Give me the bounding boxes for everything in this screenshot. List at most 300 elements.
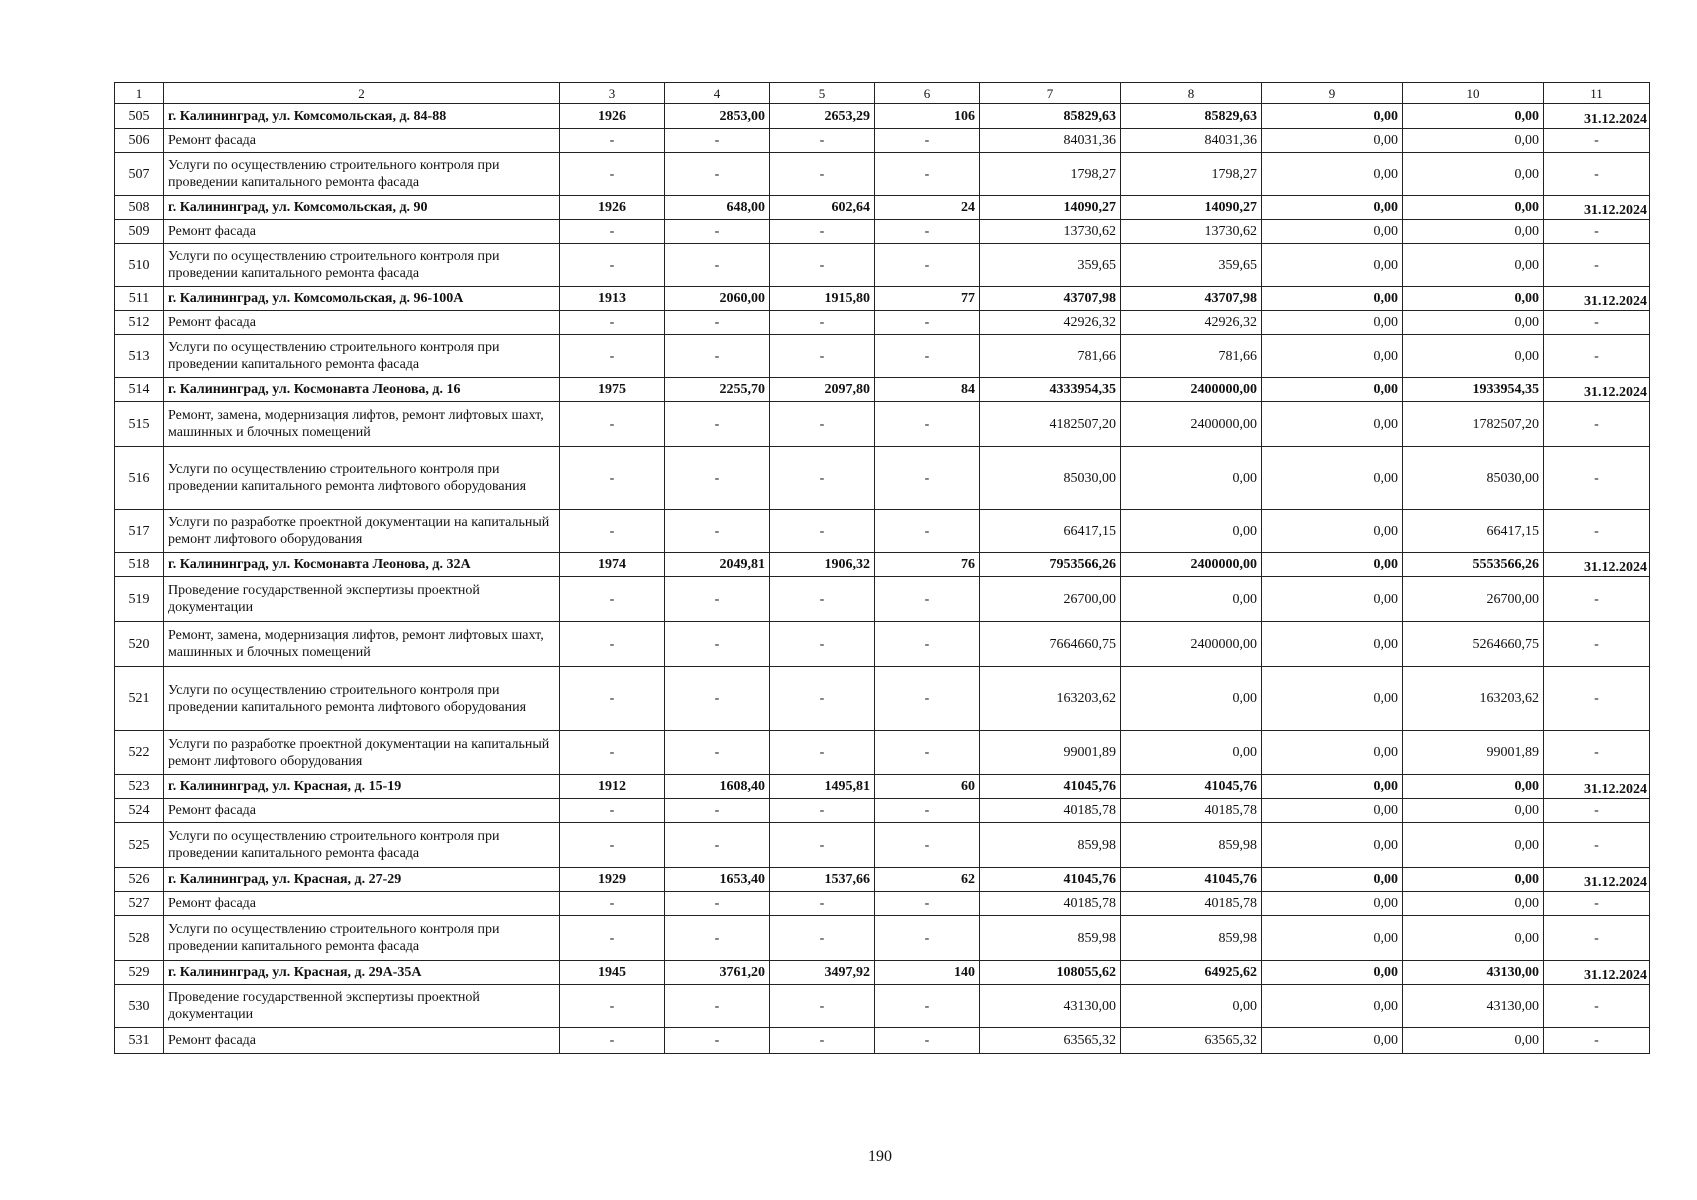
cell-deadline: -	[1544, 153, 1650, 196]
cell-budget-cost: 0,00	[1262, 731, 1403, 775]
cell-residents: -	[875, 129, 980, 153]
cell-description: г. Калининград, ул. Комсомольская, д. 84-88	[164, 104, 560, 129]
cell-total-area: -	[665, 1028, 770, 1054]
cell-deadline: -	[1544, 731, 1650, 775]
cell-budget-cost: 0,00	[1262, 1028, 1403, 1054]
cell-row-number: 515	[115, 402, 164, 447]
cell-year-built: -	[560, 447, 665, 510]
cell-row-number: 528	[115, 916, 164, 961]
cell-year-built: 1926	[560, 196, 665, 220]
cell-fund-cost: 859,98	[1121, 916, 1262, 961]
cell-fund-cost: 43707,98	[1121, 287, 1262, 311]
cell-description: Проведение государственной экспертизы проектной документации	[164, 577, 560, 622]
cell-year-built: -	[560, 916, 665, 961]
cell-total-cost: 84031,36	[980, 129, 1121, 153]
cell-residents: -	[875, 1028, 980, 1054]
cell-deadline: -	[1544, 577, 1650, 622]
cell-year-built: -	[560, 311, 665, 335]
cell-living-area: -	[770, 1028, 875, 1054]
cell-description: Услуги по осуществлению строительного контроля при проведении капитального ремонта фасада	[164, 916, 560, 961]
cell-living-area: -	[770, 622, 875, 667]
cell-fund-cost: 781,66	[1121, 335, 1262, 378]
cell-deadline: -	[1544, 667, 1650, 731]
work-row	[115, 916, 1650, 961]
work-row	[115, 129, 1650, 153]
cell-row-number: 511	[115, 287, 164, 311]
cell-description: Услуги по осуществлению строительного контроля при проведении капитального ремонта лифтового оборудования	[164, 447, 560, 510]
cell-budget-cost: 0,00	[1262, 378, 1403, 402]
cell-fund-cost: 85829,63	[1121, 104, 1262, 129]
cell-owners-cost: 0,00	[1403, 220, 1544, 244]
cell-row-number: 522	[115, 731, 164, 775]
cell-year-built: 1975	[560, 378, 665, 402]
cell-year-built: -	[560, 153, 665, 196]
cell-owners-cost: 0,00	[1403, 104, 1544, 129]
cell-year-built: 1974	[560, 553, 665, 577]
work-row	[115, 447, 1650, 510]
cell-total-cost: 4333954,35	[980, 378, 1121, 402]
cell-residents: 60	[875, 775, 980, 799]
cell-year-built: -	[560, 731, 665, 775]
cell-total-cost: 14090,27	[980, 196, 1121, 220]
cell-owners-cost: 0,00	[1403, 1028, 1544, 1054]
column-header-10: 10	[1403, 83, 1544, 104]
cell-total-area: -	[665, 510, 770, 553]
cell-row-number: 525	[115, 823, 164, 868]
cell-fund-cost: 0,00	[1121, 577, 1262, 622]
cell-total-cost: 13730,62	[980, 220, 1121, 244]
cell-total-cost: 85030,00	[980, 447, 1121, 510]
cell-deadline: -	[1544, 799, 1650, 823]
cell-year-built: -	[560, 667, 665, 731]
cell-year-built: -	[560, 799, 665, 823]
cell-row-number: 516	[115, 447, 164, 510]
cell-year-built: 1913	[560, 287, 665, 311]
cell-year-built: -	[560, 577, 665, 622]
cell-residents: -	[875, 335, 980, 378]
cell-deadline: 31.12.2024	[1544, 775, 1650, 799]
cell-fund-cost: 359,65	[1121, 244, 1262, 287]
column-header-1: 1	[115, 83, 164, 104]
cell-residents: 24	[875, 196, 980, 220]
cell-deadline: 31.12.2024	[1544, 287, 1650, 311]
cell-living-area: -	[770, 335, 875, 378]
cell-fund-cost: 14090,27	[1121, 196, 1262, 220]
cell-total-area: -	[665, 667, 770, 731]
page-number: 190	[868, 1148, 892, 1165]
cell-living-area: -	[770, 311, 875, 335]
cell-residents: -	[875, 577, 980, 622]
column-header-4: 4	[665, 83, 770, 104]
address-row	[115, 961, 1650, 985]
cell-total-cost: 41045,76	[980, 775, 1121, 799]
cell-budget-cost: 0,00	[1262, 244, 1403, 287]
column-header-11: 11	[1544, 83, 1650, 104]
address-row	[115, 287, 1650, 311]
cell-budget-cost: 0,00	[1262, 799, 1403, 823]
cell-fund-cost: 2400000,00	[1121, 553, 1262, 577]
cell-budget-cost: 0,00	[1262, 985, 1403, 1028]
address-row	[115, 378, 1650, 402]
cell-year-built: -	[560, 402, 665, 447]
cell-living-area: 1906,32	[770, 553, 875, 577]
cell-residents: 106	[875, 104, 980, 129]
cell-owners-cost: 43130,00	[1403, 961, 1544, 985]
cell-fund-cost: 13730,62	[1121, 220, 1262, 244]
cell-row-number: 507	[115, 153, 164, 196]
cell-year-built: 1912	[560, 775, 665, 799]
cell-deadline: 31.12.2024	[1544, 868, 1650, 892]
cell-deadline: 31.12.2024	[1544, 553, 1650, 577]
cell-owners-cost: 5264660,75	[1403, 622, 1544, 667]
cell-total-area: -	[665, 311, 770, 335]
cell-owners-cost: 0,00	[1403, 335, 1544, 378]
cell-residents: -	[875, 667, 980, 731]
cell-total-cost: 66417,15	[980, 510, 1121, 553]
cell-owners-cost: 0,00	[1403, 892, 1544, 916]
cell-budget-cost: 0,00	[1262, 129, 1403, 153]
cell-living-area: -	[770, 129, 875, 153]
cell-fund-cost: 0,00	[1121, 667, 1262, 731]
cell-row-number: 523	[115, 775, 164, 799]
cell-description: Услуги по разработке проектной документации на капитальный ремонт лифтового оборудования	[164, 731, 560, 775]
cell-year-built: -	[560, 510, 665, 553]
cell-fund-cost: 859,98	[1121, 823, 1262, 868]
cell-total-area: -	[665, 823, 770, 868]
cell-total-area: -	[665, 985, 770, 1028]
cell-row-number: 514	[115, 378, 164, 402]
work-row	[115, 622, 1650, 667]
cell-year-built: -	[560, 244, 665, 287]
cell-row-number: 518	[115, 553, 164, 577]
cell-row-number: 508	[115, 196, 164, 220]
cell-year-built: -	[560, 129, 665, 153]
cell-deadline: -	[1544, 220, 1650, 244]
work-row	[115, 153, 1650, 196]
cell-budget-cost: 0,00	[1262, 892, 1403, 916]
cell-description: г. Калининград, ул. Красная, д. 27-29	[164, 868, 560, 892]
cell-description: Ремонт фасада	[164, 799, 560, 823]
cell-residents: -	[875, 447, 980, 510]
cell-budget-cost: 0,00	[1262, 510, 1403, 553]
cell-budget-cost: 0,00	[1262, 916, 1403, 961]
cell-budget-cost: 0,00	[1262, 153, 1403, 196]
cell-fund-cost: 2400000,00	[1121, 402, 1262, 447]
cell-deadline: -	[1544, 129, 1650, 153]
cell-description: Ремонт фасада	[164, 220, 560, 244]
cell-fund-cost: 42926,32	[1121, 311, 1262, 335]
cell-living-area: -	[770, 244, 875, 287]
work-row	[115, 1028, 1650, 1054]
cell-owners-cost: 26700,00	[1403, 577, 1544, 622]
cell-residents: -	[875, 510, 980, 553]
cell-living-area: -	[770, 799, 875, 823]
cell-deadline: -	[1544, 892, 1650, 916]
cell-year-built: 1929	[560, 868, 665, 892]
cell-total-cost: 859,98	[980, 823, 1121, 868]
cell-total-area: -	[665, 153, 770, 196]
cell-living-area: 1495,81	[770, 775, 875, 799]
cell-living-area: -	[770, 731, 875, 775]
cell-owners-cost: 0,00	[1403, 799, 1544, 823]
cell-total-cost: 1798,27	[980, 153, 1121, 196]
cell-row-number: 519	[115, 577, 164, 622]
cell-row-number: 505	[115, 104, 164, 129]
address-row	[115, 196, 1650, 220]
cell-deadline: -	[1544, 244, 1650, 287]
cell-budget-cost: 0,00	[1262, 447, 1403, 510]
cell-residents: 76	[875, 553, 980, 577]
column-header-2: 2	[164, 83, 560, 104]
cell-row-number: 524	[115, 799, 164, 823]
cell-residents: -	[875, 731, 980, 775]
cell-row-number: 506	[115, 129, 164, 153]
cell-budget-cost: 0,00	[1262, 196, 1403, 220]
cell-row-number: 530	[115, 985, 164, 1028]
cell-owners-cost: 1782507,20	[1403, 402, 1544, 447]
cell-description: Ремонт фасада	[164, 892, 560, 916]
cell-total-cost: 163203,62	[980, 667, 1121, 731]
cell-description: Проведение государственной экспертизы проектной документации	[164, 985, 560, 1028]
cell-living-area: -	[770, 447, 875, 510]
column-header-8: 8	[1121, 83, 1262, 104]
cell-total-area: -	[665, 799, 770, 823]
work-row	[115, 335, 1650, 378]
cell-living-area: -	[770, 153, 875, 196]
cell-fund-cost: 1798,27	[1121, 153, 1262, 196]
cell-total-cost: 41045,76	[980, 868, 1121, 892]
cell-deadline: -	[1544, 402, 1650, 447]
cell-total-cost: 63565,32	[980, 1028, 1121, 1054]
cell-total-area: -	[665, 731, 770, 775]
cell-description: г. Калининград, ул. Космонавта Леонова, д. 32А	[164, 553, 560, 577]
cell-total-cost: 43130,00	[980, 985, 1121, 1028]
cell-owners-cost: 43130,00	[1403, 985, 1544, 1028]
cell-budget-cost: 0,00	[1262, 220, 1403, 244]
cell-total-area: -	[665, 892, 770, 916]
cell-living-area: 1537,66	[770, 868, 875, 892]
cell-budget-cost: 0,00	[1262, 823, 1403, 868]
cell-owners-cost: 85030,00	[1403, 447, 1544, 510]
cell-total-cost: 781,66	[980, 335, 1121, 378]
address-row	[115, 775, 1650, 799]
cell-description: Ремонт, замена, модернизация лифтов, ремонт лифтовых шахт, машинных и блочных помещений	[164, 622, 560, 667]
cell-total-cost: 42926,32	[980, 311, 1121, 335]
cell-row-number: 529	[115, 961, 164, 985]
cell-deadline: 31.12.2024	[1544, 196, 1650, 220]
cell-living-area: 602,64	[770, 196, 875, 220]
cell-owners-cost: 0,00	[1403, 775, 1544, 799]
cell-year-built: -	[560, 335, 665, 378]
cell-fund-cost: 41045,76	[1121, 868, 1262, 892]
cell-total-cost: 7664660,75	[980, 622, 1121, 667]
cell-budget-cost: 0,00	[1262, 622, 1403, 667]
cell-deadline: -	[1544, 510, 1650, 553]
cell-description: Услуги по осуществлению строительного контроля при проведении капитального ремонта фасада	[164, 153, 560, 196]
cell-deadline: 31.12.2024	[1544, 378, 1650, 402]
cell-residents: -	[875, 244, 980, 287]
cell-budget-cost: 0,00	[1262, 961, 1403, 985]
cell-year-built: -	[560, 1028, 665, 1054]
cell-deadline: -	[1544, 823, 1650, 868]
cell-living-area: -	[770, 916, 875, 961]
cell-total-area: -	[665, 220, 770, 244]
cell-living-area: -	[770, 823, 875, 868]
column-header-row	[115, 83, 1650, 104]
cell-living-area: 2097,80	[770, 378, 875, 402]
cell-total-area: -	[665, 447, 770, 510]
cell-residents: -	[875, 402, 980, 447]
address-row	[115, 868, 1650, 892]
cell-total-area: -	[665, 622, 770, 667]
column-header-5: 5	[770, 83, 875, 104]
cell-residents: 84	[875, 378, 980, 402]
cell-row-number: 520	[115, 622, 164, 667]
cell-budget-cost: 0,00	[1262, 775, 1403, 799]
cell-living-area: -	[770, 402, 875, 447]
work-row	[115, 244, 1650, 287]
cell-row-number: 527	[115, 892, 164, 916]
cell-total-cost: 99001,89	[980, 731, 1121, 775]
cell-row-number: 510	[115, 244, 164, 287]
cell-living-area: 3497,92	[770, 961, 875, 985]
cell-year-built: -	[560, 985, 665, 1028]
cell-owners-cost: 0,00	[1403, 244, 1544, 287]
cell-total-area: -	[665, 916, 770, 961]
cell-description: Услуги по осуществлению строительного контроля при проведении капитального ремонта фасада	[164, 823, 560, 868]
cell-total-cost: 4182507,20	[980, 402, 1121, 447]
data-table	[114, 82, 1650, 1054]
cell-living-area: 1915,80	[770, 287, 875, 311]
cell-fund-cost: 40185,78	[1121, 799, 1262, 823]
work-row	[115, 731, 1650, 775]
cell-total-area: 1653,40	[665, 868, 770, 892]
cell-year-built: 1945	[560, 961, 665, 985]
cell-deadline: -	[1544, 447, 1650, 510]
cell-living-area: -	[770, 892, 875, 916]
cell-fund-cost: 40185,78	[1121, 892, 1262, 916]
work-row	[115, 667, 1650, 731]
cell-budget-cost: 0,00	[1262, 335, 1403, 378]
cell-total-cost: 359,65	[980, 244, 1121, 287]
cell-year-built: -	[560, 622, 665, 667]
cell-fund-cost: 64925,62	[1121, 961, 1262, 985]
work-row	[115, 823, 1650, 868]
cell-total-cost: 26700,00	[980, 577, 1121, 622]
work-row	[115, 799, 1650, 823]
work-row	[115, 892, 1650, 916]
work-row	[115, 577, 1650, 622]
column-header-6: 6	[875, 83, 980, 104]
cell-fund-cost: 0,00	[1121, 510, 1262, 553]
cell-total-cost: 859,98	[980, 916, 1121, 961]
cell-budget-cost: 0,00	[1262, 553, 1403, 577]
cell-living-area: -	[770, 510, 875, 553]
cell-fund-cost: 41045,76	[1121, 775, 1262, 799]
cell-year-built: 1926	[560, 104, 665, 129]
cell-total-cost: 85829,63	[980, 104, 1121, 129]
cell-total-area: 2060,00	[665, 287, 770, 311]
cell-fund-cost: 2400000,00	[1121, 622, 1262, 667]
cell-residents: -	[875, 823, 980, 868]
cell-owners-cost: 0,00	[1403, 196, 1544, 220]
cell-description: г. Калининград, ул. Красная, д. 29А-35А	[164, 961, 560, 985]
cell-living-area: -	[770, 577, 875, 622]
cell-owners-cost: 163203,62	[1403, 667, 1544, 731]
cell-owners-cost: 0,00	[1403, 823, 1544, 868]
cell-row-number: 526	[115, 868, 164, 892]
work-row	[115, 311, 1650, 335]
cell-total-area: -	[665, 129, 770, 153]
cell-description: Услуги по осуществлению строительного контроля при проведении капитального ремонта фасада	[164, 335, 560, 378]
cell-fund-cost: 63565,32	[1121, 1028, 1262, 1054]
cell-budget-cost: 0,00	[1262, 311, 1403, 335]
cell-total-cost: 43707,98	[980, 287, 1121, 311]
column-header-3: 3	[560, 83, 665, 104]
cell-row-number: 509	[115, 220, 164, 244]
cell-total-area: -	[665, 402, 770, 447]
cell-description: Ремонт фасада	[164, 1028, 560, 1054]
cell-deadline: -	[1544, 916, 1650, 961]
cell-budget-cost: 0,00	[1262, 667, 1403, 731]
cell-deadline: -	[1544, 622, 1650, 667]
cell-owners-cost: 0,00	[1403, 311, 1544, 335]
cell-total-cost: 40185,78	[980, 799, 1121, 823]
work-row	[115, 510, 1650, 553]
cell-description: г. Калининград, ул. Комсомольская, д. 96-100А	[164, 287, 560, 311]
cell-description: г. Калининград, ул. Космонавта Леонова, д. 16	[164, 378, 560, 402]
cell-owners-cost: 0,00	[1403, 868, 1544, 892]
cell-residents: -	[875, 622, 980, 667]
cell-owners-cost: 1933954,35	[1403, 378, 1544, 402]
cell-total-cost: 108055,62	[980, 961, 1121, 985]
cell-fund-cost: 2400000,00	[1121, 378, 1262, 402]
work-row	[115, 402, 1650, 447]
cell-row-number: 531	[115, 1028, 164, 1054]
cell-residents: 77	[875, 287, 980, 311]
cell-owners-cost: 0,00	[1403, 916, 1544, 961]
cell-residents: -	[875, 153, 980, 196]
column-header-9: 9	[1262, 83, 1403, 104]
cell-owners-cost: 0,00	[1403, 153, 1544, 196]
cell-budget-cost: 0,00	[1262, 868, 1403, 892]
cell-row-number: 517	[115, 510, 164, 553]
cell-residents: -	[875, 220, 980, 244]
address-row	[115, 104, 1650, 129]
cell-owners-cost: 0,00	[1403, 287, 1544, 311]
cell-living-area: -	[770, 667, 875, 731]
cell-budget-cost: 0,00	[1262, 287, 1403, 311]
work-row	[115, 220, 1650, 244]
cell-owners-cost: 5553566,26	[1403, 553, 1544, 577]
cell-deadline: -	[1544, 1028, 1650, 1054]
cell-owners-cost: 66417,15	[1403, 510, 1544, 553]
cell-year-built: -	[560, 823, 665, 868]
cell-total-area: -	[665, 335, 770, 378]
cell-description: Ремонт, замена, модернизация лифтов, ремонт лифтовых шахт, машинных и блочных помещений	[164, 402, 560, 447]
cell-description: Услуги по разработке проектной документации на капитальный ремонт лифтового оборудования	[164, 510, 560, 553]
cell-total-area: 3761,20	[665, 961, 770, 985]
cell-residents: 140	[875, 961, 980, 985]
cell-total-area: 648,00	[665, 196, 770, 220]
cell-budget-cost: 0,00	[1262, 104, 1403, 129]
cell-deadline: -	[1544, 311, 1650, 335]
cell-residents: -	[875, 916, 980, 961]
cell-description: Услуги по осуществлению строительного контроля при проведении капитального ремонта лифтового оборудования	[164, 667, 560, 731]
cell-year-built: -	[560, 892, 665, 916]
cell-row-number: 513	[115, 335, 164, 378]
cell-row-number: 512	[115, 311, 164, 335]
